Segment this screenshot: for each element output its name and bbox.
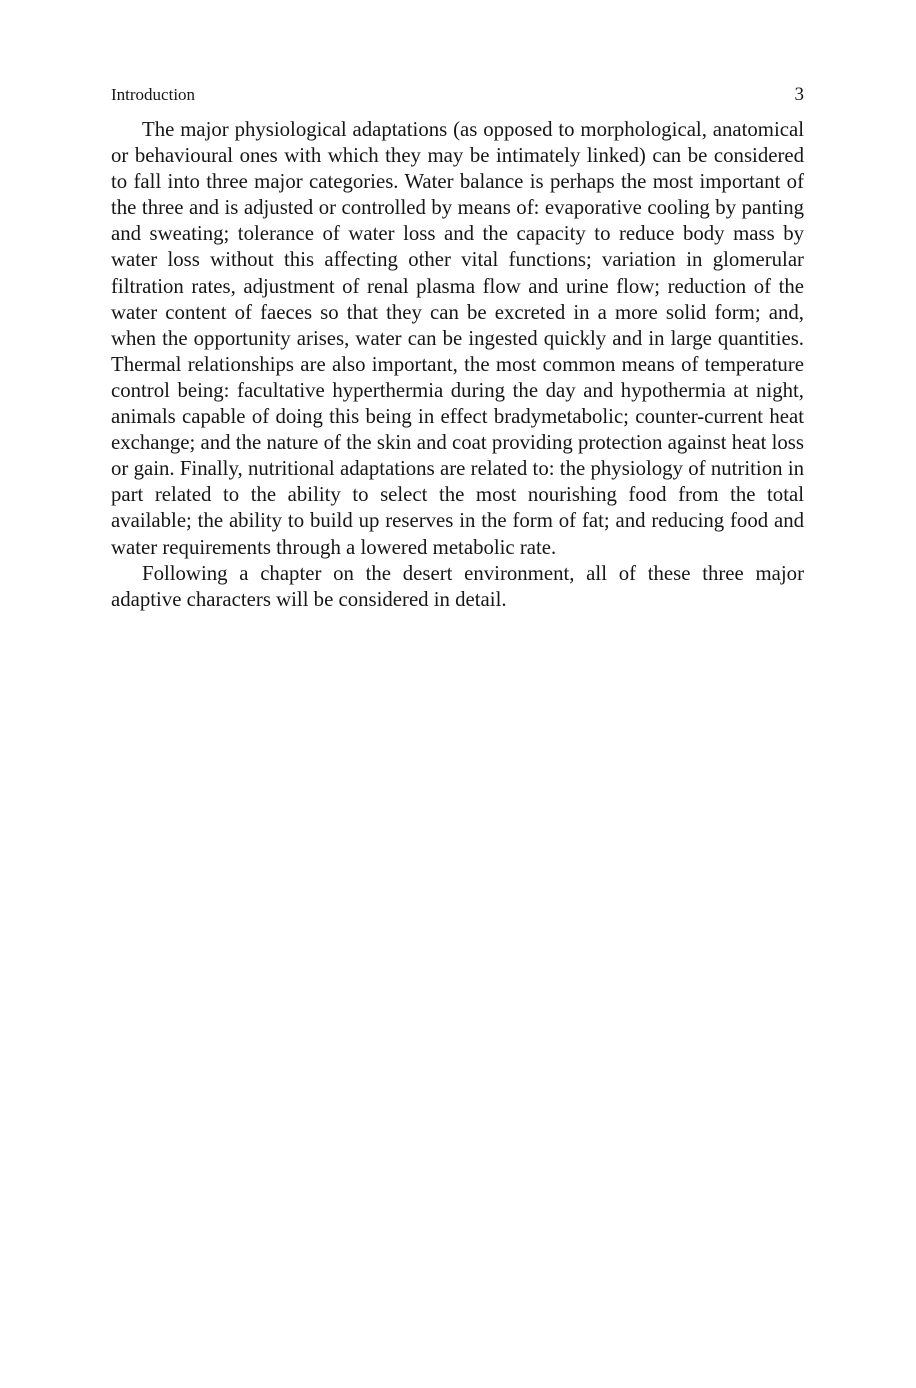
paragraph-chapter-outline: Following a chapter on the desert environment, all of these three major adaptive characters will be considered in detail. — [111, 561, 804, 611]
page-number: 3 — [794, 84, 804, 105]
running-head — [111, 83, 804, 107]
section-title: Introduction — [111, 85, 196, 104]
paragraph-physiological-adaptations: The major physiological adaptations (as opposed to morphological, anatomical or behavioural ones with which they may be intimately linked) can be considered to fall into three major categories. Water balance is perhaps the most important of the three and is adjusted or controlled by means of: evaporative cooling by panting and sweating; tolerance of water loss and the capacity to reduce body mass by water loss without this affecting other vital functions; variation in glomerular filtration rates, adjustment of renal plasma flow and urine flow; reduction of the water content of faeces so that they can be excreted in a more solid form; and, when the opportunity arises, water can be ingested quickly and in large quantities. Thermal relationships are also important, the most common means of temperature control being: facultative hyperthermia during the day and hypothermia at night, animals capable of doing this being in effect bradymetabolic; counter-current heat exchange; and the nature of the skin and coat providing protection against heat loss or gain. Finally, nutritional adaptations are related to: the physiology of nutrition in part related to the ability to select the most nourishing food from the total available; the ability to build up reserves in the form of fat; and reducing food and water requirements through a lowered metabolic rate. — [111, 118, 804, 559]
body-text — [111, 117, 804, 613]
